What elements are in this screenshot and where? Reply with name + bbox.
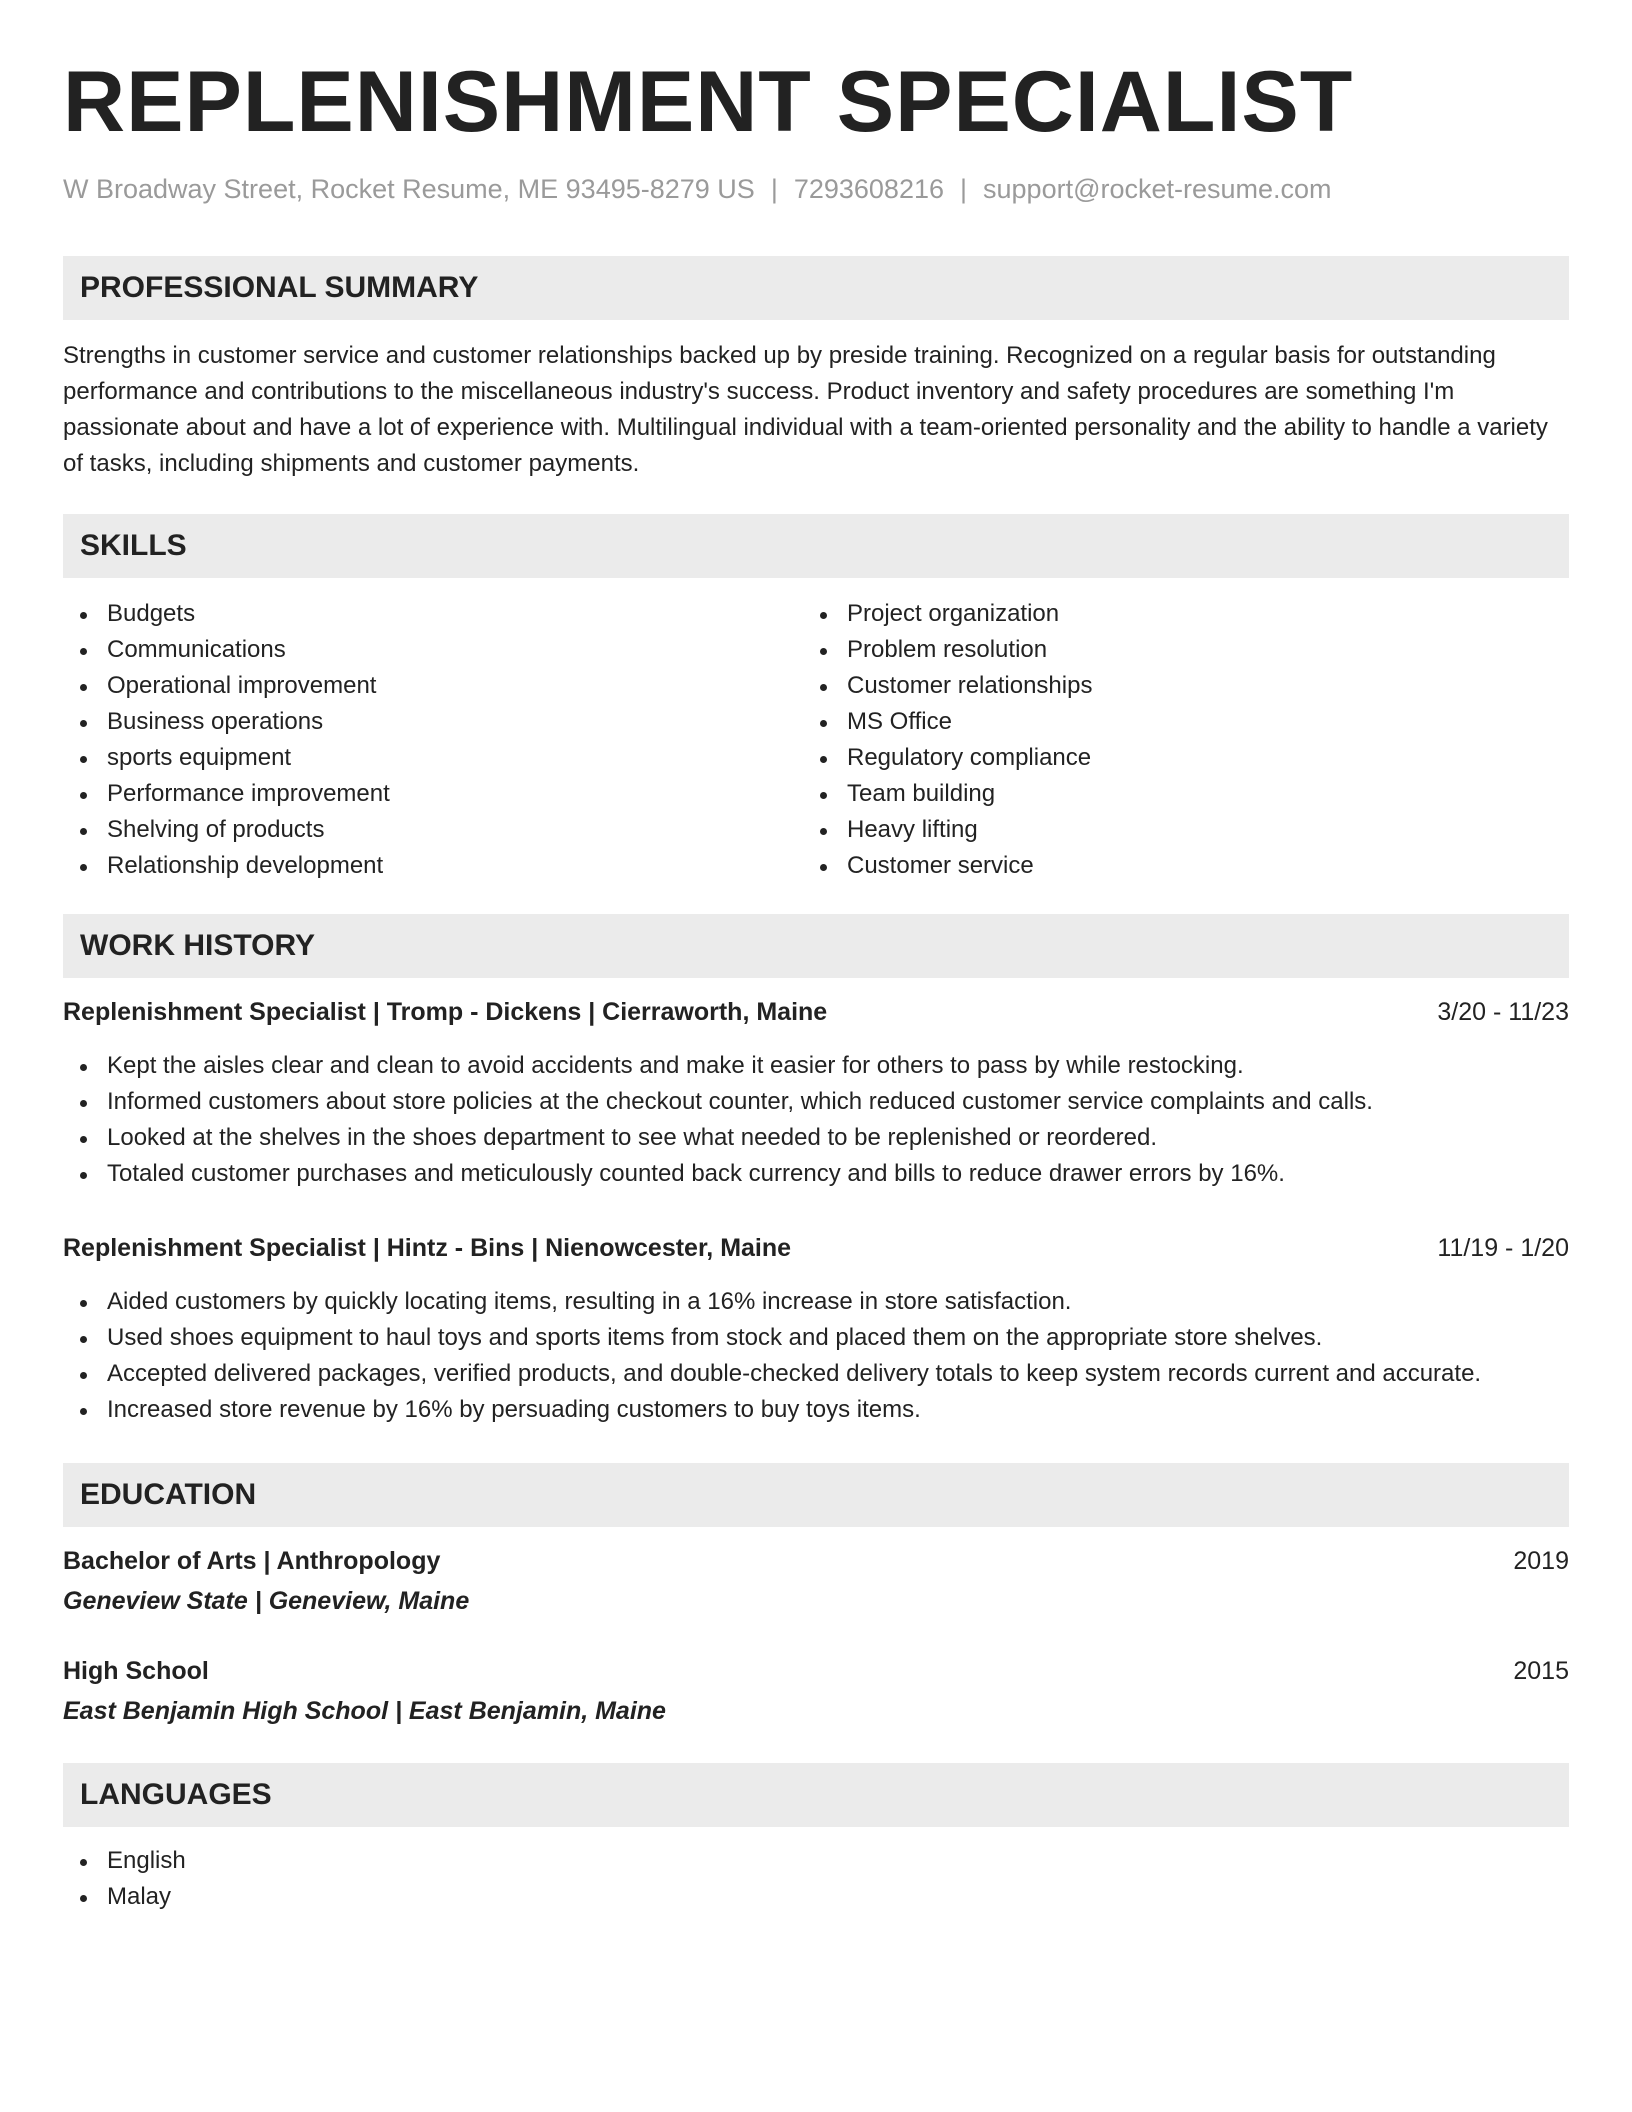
- education-header: [63, 1543, 1569, 1579]
- job-bullet: Informed customers about store policies at the checkout counter, which reduced customer service complaints and calls.: [63, 1084, 1569, 1120]
- job-dates: 3/20 - 11/23: [1437, 998, 1569, 1026]
- skill-item: Budgets: [63, 596, 803, 632]
- skill-item: Operational improvement: [63, 668, 803, 704]
- skills-heading: SKILLS: [63, 514, 1569, 578]
- language-item: Malay: [63, 1879, 1569, 1915]
- skill-item: Communications: [63, 632, 803, 668]
- summary-heading: PROFESSIONAL SUMMARY: [63, 256, 1569, 320]
- skill-item: MS Office: [803, 704, 1543, 740]
- languages-list: [63, 1843, 1569, 1915]
- job-header: [63, 994, 1569, 1030]
- job-bullet: Kept the aisles clear and clean to avoid accidents and make it easier for others to pass by while restocking.: [63, 1048, 1569, 1084]
- school-name: Geneview State | Geneview, Maine: [63, 1587, 470, 1615]
- education-heading: EDUCATION: [63, 1463, 1569, 1527]
- skill-item: Project organization: [803, 596, 1543, 632]
- job-title: Replenishment Specialist | Hintz - Bins | Nienowcester, Maine: [63, 1234, 792, 1262]
- skill-item: Customer service: [803, 848, 1543, 884]
- page-title: REPLENISHMENT SPECIALIST: [63, 54, 1354, 150]
- education-entry: [63, 1653, 1569, 1729]
- school-name: East Benjamin High School | East Benjamin, Maine: [63, 1697, 666, 1725]
- job-bullet: Totaled customer purchases and meticulously counted back currency and bills to reduce drawer errors by 16%.: [63, 1156, 1569, 1192]
- summary-text: Strengths in customer service and customer relationships backed up by preside training. Recognized on a regular basis for outstanding performance and contributions to the miscellaneous industry's success. Product inventory and safety procedures are something I'm passionate about and have a lot of experience with. Multilingual individual with a team-oriented personality and the ability to handle a variety of tasks, including shipments and customer payments.: [63, 342, 1548, 477]
- skills-list-left: [63, 596, 803, 884]
- contact-line: [63, 172, 1569, 206]
- address-text: W Broadway Street, Rocket Resume, ME 93495-8279 US: [63, 174, 755, 204]
- email-text: support@rocket-resume.com: [983, 174, 1332, 204]
- job-bullets: [63, 1048, 1569, 1192]
- contact-separator: |: [770, 174, 778, 204]
- work-history-heading: WORK HISTORY: [63, 914, 1569, 978]
- skill-item: Relationship development: [63, 848, 803, 884]
- skill-item: Business operations: [63, 704, 803, 740]
- graduation-year: 2015: [1513, 1657, 1569, 1685]
- skill-item: sports equipment: [63, 740, 803, 776]
- job-entry: [63, 1230, 1569, 1428]
- graduation-year: 2019: [1513, 1547, 1569, 1575]
- job-dates: 11/19 - 1/20: [1437, 1234, 1569, 1262]
- languages-heading: LANGUAGES: [63, 1763, 1569, 1827]
- skills-grid: [63, 596, 1569, 884]
- education-header: [63, 1653, 1569, 1689]
- skill-item: Shelving of products: [63, 812, 803, 848]
- job-bullets: [63, 1284, 1569, 1428]
- phone-text: 7293608216: [793, 174, 944, 204]
- job-bullet: Looked at the shelves in the shoes department to see what needed to be replenished or reordered.: [63, 1120, 1569, 1156]
- contact-separator: |: [960, 174, 968, 204]
- skill-item: Heavy lifting: [803, 812, 1543, 848]
- job-bullet: Used shoes equipment to haul toys and sports items from stock and placed them on the appropriate store shelves.: [63, 1320, 1569, 1356]
- skills-list-right: [803, 596, 1543, 884]
- skill-item: Team building: [803, 776, 1543, 812]
- job-entry: [63, 994, 1569, 1192]
- skill-item: Performance improvement: [63, 776, 803, 812]
- degree-title: High School: [63, 1657, 209, 1685]
- skill-item: Customer relationships: [803, 668, 1543, 704]
- skill-item: Regulatory compliance: [803, 740, 1543, 776]
- skill-item: Problem resolution: [803, 632, 1543, 668]
- job-bullet: Aided customers by quickly locating items, resulting in a 16% increase in store satisfaction.: [63, 1284, 1569, 1320]
- job-bullet: Increased store revenue by 16% by persuading customers to buy toys items.: [63, 1392, 1569, 1428]
- job-bullet: Accepted delivered packages, verified products, and double-checked delivery totals to keep system records current and accurate.: [63, 1356, 1569, 1392]
- language-item: English: [63, 1843, 1569, 1879]
- education-entry: [63, 1543, 1569, 1619]
- job-header: [63, 1230, 1569, 1266]
- job-title: Replenishment Specialist | Tromp - Dickens | Cierraworth, Maine: [63, 998, 828, 1026]
- degree-title: Bachelor of Arts | Anthropology: [63, 1547, 441, 1575]
